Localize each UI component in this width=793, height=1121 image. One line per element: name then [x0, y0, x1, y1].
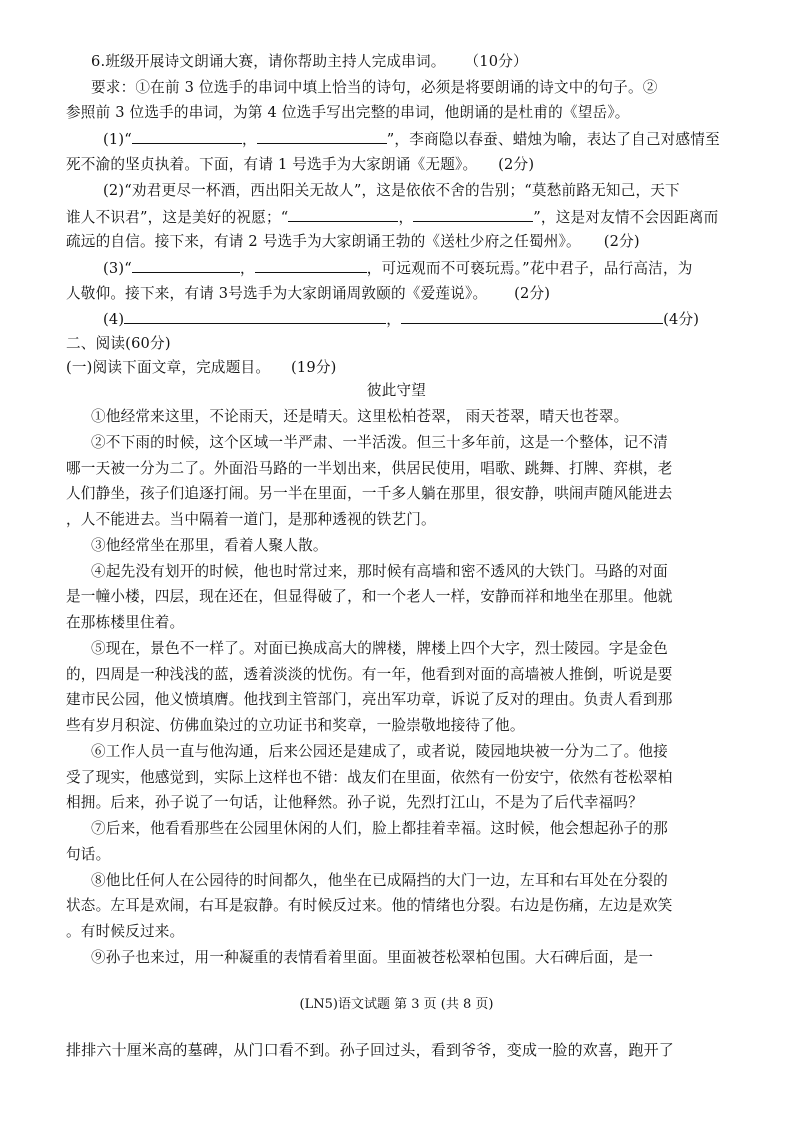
item-3-prefix: (3)“ — [103, 260, 132, 277]
item-2-line2-end: ”，这是对友情不会因距离而 — [533, 209, 719, 226]
item-3-line2 — [66, 284, 550, 304]
article-line: 的，四周是一种浅浅的蓝，透着淡淡的忧伤。有一年，他看到对面的高墙被人推倒，听说是要 — [66, 666, 673, 683]
article-line: 些有岁月积淀、仿佛血染过的立功证书和奖章，一脸崇敬地接待了他。 — [66, 717, 525, 734]
item-2-line3 — [66, 232, 640, 252]
article-line: 哪一天被一分为二了。外面沿马路的一半划出来，供居民使用，唱歌、跳舞、打牌、弈棋，老 — [66, 460, 673, 477]
item-2-score: (2分) — [603, 233, 640, 250]
question-6-score: （10分） — [464, 53, 528, 70]
question-6-title — [91, 52, 528, 72]
item-2-line2-start: 谁人不识君”，这是美好的祝愿；“ — [66, 209, 289, 226]
article-line: 。有时候反过来。 — [66, 923, 185, 940]
question-6-requirement-line2: 参照前 3 位选手的串词，为第 4 位选手写出完整的串词，他朗诵的是杜甫的《望岳》。 — [66, 104, 630, 121]
item-4-blank-a[interactable] — [124, 309, 386, 324]
item-3-line2-text: 人敬仰。接下来，有请 3号选手为大家朗诵周敦颐的《爱莲说》。 — [66, 285, 488, 302]
article-line: ⑦后来，他看看那些在公园里休闲的人们，脸上都挂着幸福。这时候，他会想起孙子的那 — [91, 820, 668, 837]
article-line: ⑨孙子也来过，用一种凝重的表情看着里面。里面被苍松翠柏包围。大石碑后面，是一 — [91, 949, 654, 966]
article-line: 是一幢小楼，四层，现在还在，但显得破了，和一个老人一样，安静而祥和地坐在那里。他就 — [66, 588, 673, 605]
question-6-requirement-line1: 要求：①在前 3 位选手的串词中填上恰当的诗句，必须是将要朗诵的诗文中的句子。② — [91, 79, 658, 96]
item-1-line1 — [103, 129, 720, 150]
item-3-blank-b[interactable] — [255, 258, 367, 273]
next-page-line: 排排六十厘米高的墓碑，从门口看不到。孙子回过头，看到爷爷，变成一脸的欢喜，跑开了 — [66, 1041, 675, 1059]
article-line: 建市民公园，他义愤填膺。他找到主管部门，亮出军功章，诉说了反对的理由。负责人看到那 — [66, 691, 673, 708]
reading-1-instruction — [66, 358, 337, 378]
article-line: ①他经常来这里，不论雨天，还是晴天。这里松柏苍翠， 雨天苍翠，晴天也苍翠。 — [91, 408, 629, 425]
item-1-line2 — [66, 155, 534, 175]
item-4-comma: ， — [386, 311, 402, 328]
item-1-suffix: ”，李商隐以春蚕、蜡烛为喻，表达了自己对感情至 — [386, 131, 720, 148]
reading-1-score: (19分) — [290, 359, 337, 376]
article-line: ③他经常坐在那里，看着人聚人散。 — [91, 537, 328, 554]
item-2-blank-b[interactable] — [413, 207, 533, 222]
page-footer: (LN5)语文试题 第 3 页 (共 8 页) — [299, 997, 494, 1012]
item-1-blank-a[interactable] — [132, 129, 242, 144]
article-line: 状态。左耳是欢闹，右耳是寂静。有时候反过来。他的情绪也分裂。右边是伤痛，左边是欢笑 — [66, 897, 673, 914]
item-4-line — [103, 309, 699, 330]
article-line: 受了现实，他感觉到，实际上这样也不错：战友们在里面，依然有一份安宁，依然有苍松翠柏 — [66, 769, 673, 786]
item-1-score: (2分) — [498, 156, 535, 173]
item-1-comma: ， — [241, 131, 257, 148]
article-line: ，人不能进去。当中隔着一道门，是那种透视的铁艺门。 — [66, 511, 436, 528]
item-4-blank-b[interactable] — [401, 309, 663, 324]
article-line: 在那栋楼里住着。 — [66, 614, 185, 631]
article-line: ④起先没有划开的时候，他也时常过来，那时候有高墙和密不透风的大铁门。马路的对面 — [91, 563, 668, 580]
item-2-line3-text: 疏远的自信。接下来，有请 2 号选手为大家朗诵王勃的《送杜少府之任蜀州》。 — [66, 233, 581, 250]
article-line: ②不下雨的时候，这个区域一半严肃、一半活泼。但三十多年前，这是一个整体，记不清 — [91, 434, 668, 451]
item-3-suffix: ，可远观而不可亵玩焉。”花中君子，品行高洁，为 — [366, 260, 693, 277]
item-3-line1 — [103, 258, 693, 279]
question-6-title-text: 6.班级开展诗文朗诵大赛，请你帮助主持人完成串词。 — [91, 53, 446, 70]
item-2-comma: ， — [398, 209, 414, 226]
article-line: 句话。 — [66, 846, 111, 863]
item-1-blank-b[interactable] — [257, 129, 387, 144]
article-line: ⑧他比任何人在公园待的时间都久，他坐在已成隔挡的大门一边，左耳和右耳处在分裂的 — [91, 872, 668, 889]
item-3-comma: ， — [239, 260, 255, 277]
article-line: ⑤现在，景色不一样了。对面已换成高大的牌楼，牌楼上四个大字，烈士陵园。字是金色 — [91, 640, 668, 657]
item-3-blank-a[interactable] — [132, 258, 240, 273]
article-title: 彼此守望 — [366, 382, 427, 399]
article-line: 人们静坐，孩子们追逐打闹。另一半在里面，一千多人躺在那里，很安静，哄闹声随风能进去 — [66, 485, 673, 502]
item-4-prefix: (4) — [103, 311, 125, 328]
item-2-blank-a[interactable] — [288, 207, 398, 222]
item-2-line1: (2)“劝君更尽一杯酒，西出阳关无故人”，这是依依不舍的告别；“莫愁前路无知己，天下 — [103, 182, 680, 199]
item-3-score: (2分) — [514, 285, 551, 302]
item-1-line2-text: 死不渝的坚贞执着。下面，有请 1 号选手为大家朗诵《无题》。 — [66, 156, 478, 173]
article-line: 相拥。后来，孙子说了一句话，让他释然。孙子说，先烈打江山，不是为了后代幸福吗？ — [66, 794, 643, 811]
item-1-prefix: (1)“ — [103, 131, 132, 148]
item-4-score: (4分) — [663, 311, 700, 328]
article-line: ⑥工作人员一直与他沟通，后来公园还是建成了，或者说，陵园地块被一分为二了。他接 — [91, 743, 668, 760]
item-2-line2 — [66, 207, 718, 228]
reading-1-instruction-text: (一)阅读下面文章，完成题目。 — [66, 359, 271, 376]
section-2-heading: 二、阅读(60分) — [66, 335, 171, 352]
